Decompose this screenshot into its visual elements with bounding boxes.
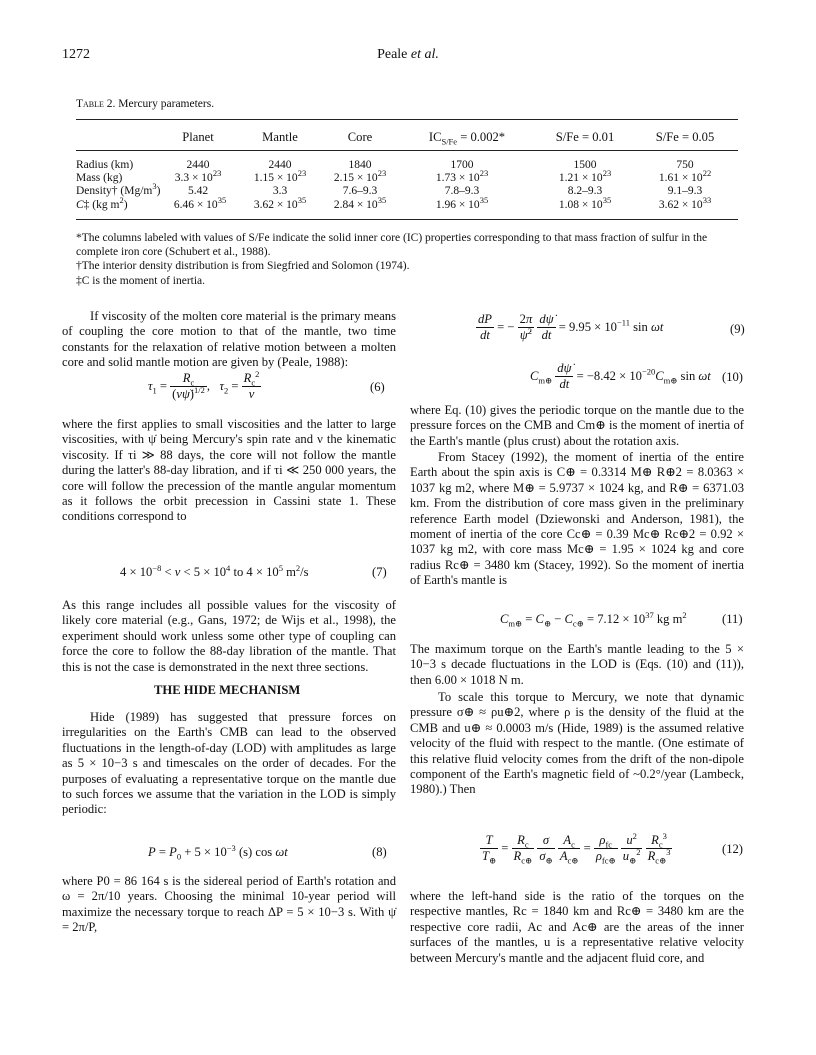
page-number: 1272	[62, 47, 90, 62]
col-header-sfe-05: S/Fe = 0.05	[655, 130, 715, 144]
table-footnotes	[76, 231, 740, 288]
table-cell: 2440	[186, 159, 210, 171]
table-top-rule	[76, 119, 738, 120]
table-cell: 5.42	[187, 185, 209, 197]
table-cell: 9.1–9.3	[667, 185, 703, 197]
col-header-core: Core	[347, 130, 373, 144]
equation-12: $\frac{T}{T_\oplus}$ = $\frac{R_c}{R_{c\oplus}}$ $\frac{\sigma}{\sigma_\oplus}$ $\frac{A_c}{A_{c\oplus}}$ = $\frac{\rho_{fc}}{\rho_{fc\oplus}}$ $\frac{u^2}{u_\oplus^2}$ $\frac{R_c^3}{R_{c\oplus}^3}$	[482, 830, 671, 866]
left-paragraph-3: As this range includes all possible values for the viscosity of likely core material (e.g., Gans, 1972; de Wijs et al., 1998), the experiment should work unless some other type of coupling can force the core to follow the 88-day libration of the mantle. That this is not the case is demonstrated in the next three sections.	[62, 598, 396, 674]
row-label-radius: Radius (km)	[76, 159, 134, 171]
col-header-planet: Planet	[182, 130, 214, 144]
equation-10: $C_{m\oplus}$ $\frac{d\psi̇}{dt}$ = $-8.42 \times 10^{-20}C_{m\oplus}$ sin ωt	[530, 361, 711, 392]
table-cell: $1.21 \times 10^{23}$	[558, 168, 612, 184]
left-paragraph-1: If viscosity of the molten core material is the primary means of coupling the core motion to that of the mantle, two time constants for the relaxation of relative motion between a molten core and solid mantle motion are given by (Peale, 1988):	[62, 309, 396, 370]
table-cell: 3.3	[272, 185, 288, 197]
left-paragraph-4: Hide (1989) has suggested that pressure forces on irregularities on the Earth's CMB can lead to the observed fluctuations in the length-of-day (LOD) with amplitudes as large as 5 × 10−3 s and timescales on the order of decades. For the purposes of evaluating a representative torque on the mantle due to such forces we assume that the variation in the LOD is simply periodic:	[62, 710, 396, 817]
footnote-sfe: *The columns labeled with values of S/Fe indicate the solid inner core (IC) properties corresponding to that mass fraction of sulfur in the complete iron core (Schubert et al., 1988).	[76, 232, 708, 259]
table-cell: $1.15 \times 10^{23}$	[253, 168, 307, 184]
table-cell: $2.84 \times 10^{35}$	[333, 195, 387, 211]
right-paragraph-3: The maximum torque on the Earth's mantle leading to the 5 × 10−3 s decade fluctuations in the LOD is (Eqs. (10) and (11)), then 6.00 × 1018 N m.	[410, 642, 744, 687]
col-header-mantle: Mantle	[262, 130, 298, 144]
equation-6-number: (6)	[370, 380, 385, 394]
table-cell: $1.08 \times 10^{35}$	[558, 195, 612, 211]
equation-9-number: (9)	[730, 322, 745, 336]
equation-9: $\frac{dP}{dt}$ = − $\frac{2\pi}{\psi̇^2}$ $\frac{d\psi̇}{dt}$ = $9.95 \times 10^{-11}$ sin ωt	[478, 312, 664, 343]
right-paragraph-2: From Stacey (1992), the moment of inertia of the entire Earth about the spin axis is C⊕ = 0.3314 M⊕ R⊕2 = 8.0363 × 1037 kg m2, where M⊕ = 5.9737 × 1024 kg, and R⊕ = 6371.03 km. From the distribution of core mass given in the preliminary reference Earth model (Dziewonski and Anderson, 1981), the moment of inertia of the core Cc⊕ = 0.39 Mc⊕ Rc⊕2 = 0.92 × 1037 kg m2, with core mass Mc⊕ = 1.95 × 1024 kg and core radius Rc⊕ = 3480 km (Stacey, 1992). So the moment of inertia of Earth's mantle is	[410, 450, 744, 588]
right-paragraph-1: where Eq. (10) gives the periodic torque on the mantle due to the pressure forces on the CMB and Cm⊕ is the moment of inertia of the Earth's mantle (plus crust) about the rotation axis.	[410, 403, 744, 448]
table-cell: 7.8–9.3	[444, 185, 480, 197]
row-label-moment: C‡ (kg $m^2$)	[76, 195, 128, 211]
table-cell: 8.2–9.3	[567, 185, 603, 197]
footnote-inertia: ‡C is the moment of inertia.	[76, 274, 206, 287]
table-cell: 1700	[450, 159, 474, 171]
table-caption-text: Mercury parameters.	[118, 98, 215, 110]
table-cell: $3.62 \times 10^{33}$	[658, 195, 712, 211]
equation-10-number: (10)	[722, 370, 743, 384]
equation-7: $4 \times 10^{-8} < \nu < 5 \times 10^4$ to $4 \times 10^5$ $m^2/s$	[120, 562, 309, 579]
right-paragraph-4: To scale this torque to Mercury, we note that dynamic pressure σ⊕ ≈ ρu⊕2, where ρ is the density of the fluid at the CMB and u⊕ ≈ 0.0003 m/s (Hide, 1989) is the assumed relative velocity of the fluid with respect to the mantle. (One estimate of this relative fluid velocity comes from the drift of the non-dipole component of the Earth's magnetic field of ~0.2°/year (Lambeck, 1980).) Then	[410, 690, 744, 797]
equation-6: $\tau_1$ = $\frac{R_c}{(\nu\psi̇)^{1/2}}$ , $\tau_2$ = $\frac{R_c^2}{\nu}$	[148, 368, 260, 402]
table-cell: $2.15 \times 10^{23}$	[333, 168, 387, 184]
col-header-sfe-01: S/Fe = 0.01	[555, 130, 615, 144]
equation-7-number: (7)	[372, 565, 387, 579]
right-paragraph-5: where the left-hand side is the ratio of the torques on the respective mantles, Rc = 1840 km and Rc⊕ = 3480 km are the respective core radii, Ac and Ac⊕ are the areas of the inner surfaces of the mantles, u is a representative relative velocity between Mercury's mantle and the adjacent fluid core, and	[410, 889, 744, 965]
table-cell: $1.61 \times 10^{22}$	[658, 168, 712, 184]
table-label: Table 2.	[76, 98, 116, 110]
row-label-mass: Mass (kg)	[76, 172, 123, 184]
col-header-ic-002: $IC_{S/Fe} = 0.002*$	[428, 130, 506, 147]
left-paragraph-2: where the first applies to small viscosities and the latter to large viscosities, with ψ̇ being Mercury's spin rate and ν the kinematic viscosity. If τi ≫ 88 days, the core will not follow the mantle during the latter's 88-day libration, and if τi ≪ 250 000 years, the core will follow the precession of the mantle angular momentum as it follows the orbit precession in Cassini state 1. These conditions correspond to	[62, 417, 396, 524]
table-cell: 750	[676, 159, 694, 171]
left-paragraph-5: where P0 = 86 164 s is the sidereal period of Earth's rotation and ω = 2π/10 years. Choosing the minimal 10-year period will maximize the necessary torque to reach ΔP = 5 × 10−3 s. With ψ̇ = 2π/P,	[62, 874, 396, 935]
table-cell: $1.73 \times 10^{23}$	[435, 168, 489, 184]
equation-8-number: (8)	[372, 845, 387, 859]
table-cell: 7.6–9.3	[342, 185, 378, 197]
table-cell: $1.96 \times 10^{35}$	[435, 195, 489, 211]
table-bottom-rule	[76, 219, 738, 220]
running-head: Peale et al.	[377, 47, 439, 62]
table-cell: 1500	[573, 159, 597, 171]
table-cell: 1840	[348, 159, 372, 171]
equation-11: $C_{m\oplus} = C_\oplus - C_{c\oplus} = 7.12 \times 10^{37}$ kg $m^2$	[500, 609, 687, 629]
footnote-density: †The interior density distribution is from Siegfried and Solomon (1974).	[76, 260, 410, 273]
equation-11-number: (11)	[722, 612, 743, 626]
table-cell: $3.62 \times 10^{35}$	[253, 195, 307, 211]
equation-12-number: (12)	[722, 842, 743, 856]
section-heading-hide: THE HIDE MECHANISM	[154, 683, 301, 697]
table-cell: $6.46 \times 10^{35}$	[173, 195, 227, 211]
table-header-rule	[76, 150, 738, 151]
table-cell: $3.3 \times 10^{23}$	[174, 168, 222, 184]
table-cell: 2440	[268, 159, 292, 171]
equation-8: $P = P_0 + 5 \times 10^{-3}$ (s) cos ωt	[148, 842, 288, 862]
row-label-density: Density† $(Mg/m^3)$	[76, 181, 161, 197]
table-caption	[76, 97, 214, 112]
